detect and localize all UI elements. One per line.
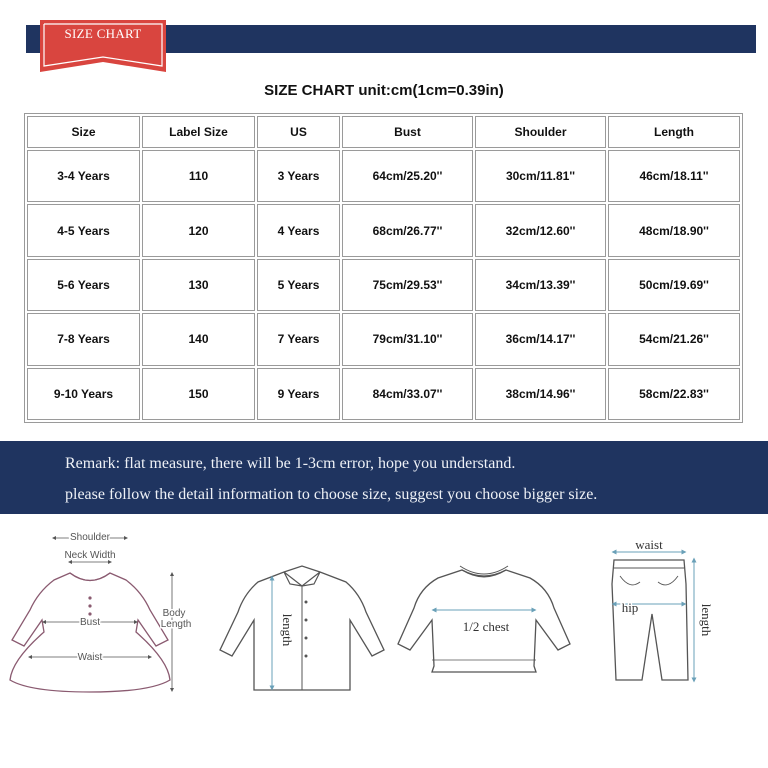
- table-cell: 30cm/11.81'': [475, 150, 606, 202]
- table-cell: 54cm/21.26'': [608, 313, 740, 365]
- remark-line-1: Remark: flat measure, there will be 1-3cm error, hope you understand.: [65, 455, 516, 472]
- sweater-chest-label: 1/2 chest: [462, 619, 510, 634]
- column-header: US: [257, 116, 340, 148]
- table-cell: 9-10 Years: [27, 368, 140, 420]
- table-row: [27, 368, 740, 420]
- table-cell: 7 Years: [257, 313, 340, 365]
- table-cell: 84cm/33.07'': [342, 368, 473, 420]
- table-cell: 9 Years: [257, 368, 340, 420]
- table-cell: 140: [142, 313, 255, 365]
- pants-diagram: [612, 537, 714, 680]
- table-cell: 58cm/22.83'': [608, 368, 740, 420]
- table-cell: 68cm/26.77'': [342, 204, 473, 256]
- column-header: Bust: [342, 116, 473, 148]
- dress-neck-width-label: Neck Width: [64, 550, 116, 561]
- dress-body-label: Body: [162, 608, 186, 619]
- table-cell: 64cm/25.20'': [342, 150, 473, 202]
- table-cell: 32cm/12.60'': [475, 204, 606, 256]
- size-chart-badge: SIZE CHART: [64, 26, 142, 41]
- column-header: Shoulder: [475, 116, 606, 148]
- table-cell: 3 Years: [257, 150, 340, 202]
- column-header: Length: [608, 116, 740, 148]
- dress-bust-label: Bust: [79, 617, 101, 628]
- table-cell: 5-6 Years: [27, 259, 140, 311]
- dress-waist-label: Waist: [77, 652, 103, 663]
- dress-diagram: [10, 532, 191, 692]
- pants-length-label: length: [699, 603, 714, 637]
- dress-length-label: Length: [160, 619, 192, 630]
- table-row: [27, 204, 740, 256]
- table-cell: 79cm/31.10'': [342, 313, 473, 365]
- column-header: Size: [27, 116, 140, 148]
- remark-line-2: please follow the detail information to choose size, suggest you choose bigger size.: [65, 486, 598, 503]
- pants-waist-label: waist: [635, 537, 663, 552]
- sweater-diagram: [398, 566, 570, 672]
- table-cell: 46cm/18.11'': [608, 150, 740, 202]
- table-cell: 7-8 Years: [27, 313, 140, 365]
- table-row: [27, 150, 740, 202]
- table-cell: 3-4 Years: [27, 150, 140, 202]
- table-cell: 150: [142, 368, 255, 420]
- dress-shoulder-label: Shoulder: [69, 532, 111, 543]
- size-table: [24, 113, 743, 423]
- table-cell: 120: [142, 204, 255, 256]
- table-cell: 50cm/19.69'': [608, 259, 740, 311]
- table-cell: 4-5 Years: [27, 204, 140, 256]
- table-cell: 48cm/18.90'': [608, 204, 740, 256]
- table-cell: 36cm/14.17'': [475, 313, 606, 365]
- page-title: SIZE CHART unit:cm(1cm=0.39in): [264, 82, 504, 99]
- table-cell: 38cm/14.96'': [475, 368, 606, 420]
- table-cell: 130: [142, 259, 255, 311]
- table-cell: 110: [142, 150, 255, 202]
- table-row: [27, 313, 740, 365]
- table-cell: 34cm/13.39'': [475, 259, 606, 311]
- table-header-row: [27, 116, 740, 148]
- table-cell: 4 Years: [257, 204, 340, 256]
- pants-hip-label: hip: [621, 600, 639, 615]
- remark-banner: [0, 441, 768, 514]
- shirt-length-label: length: [280, 613, 295, 647]
- table-row: [27, 259, 740, 311]
- measurement-diagrams: [0, 520, 768, 720]
- column-header: Label Size: [142, 116, 255, 148]
- table-cell: 75cm/29.53'': [342, 259, 473, 311]
- shirt-diagram: [220, 566, 384, 690]
- table-cell: 5 Years: [257, 259, 340, 311]
